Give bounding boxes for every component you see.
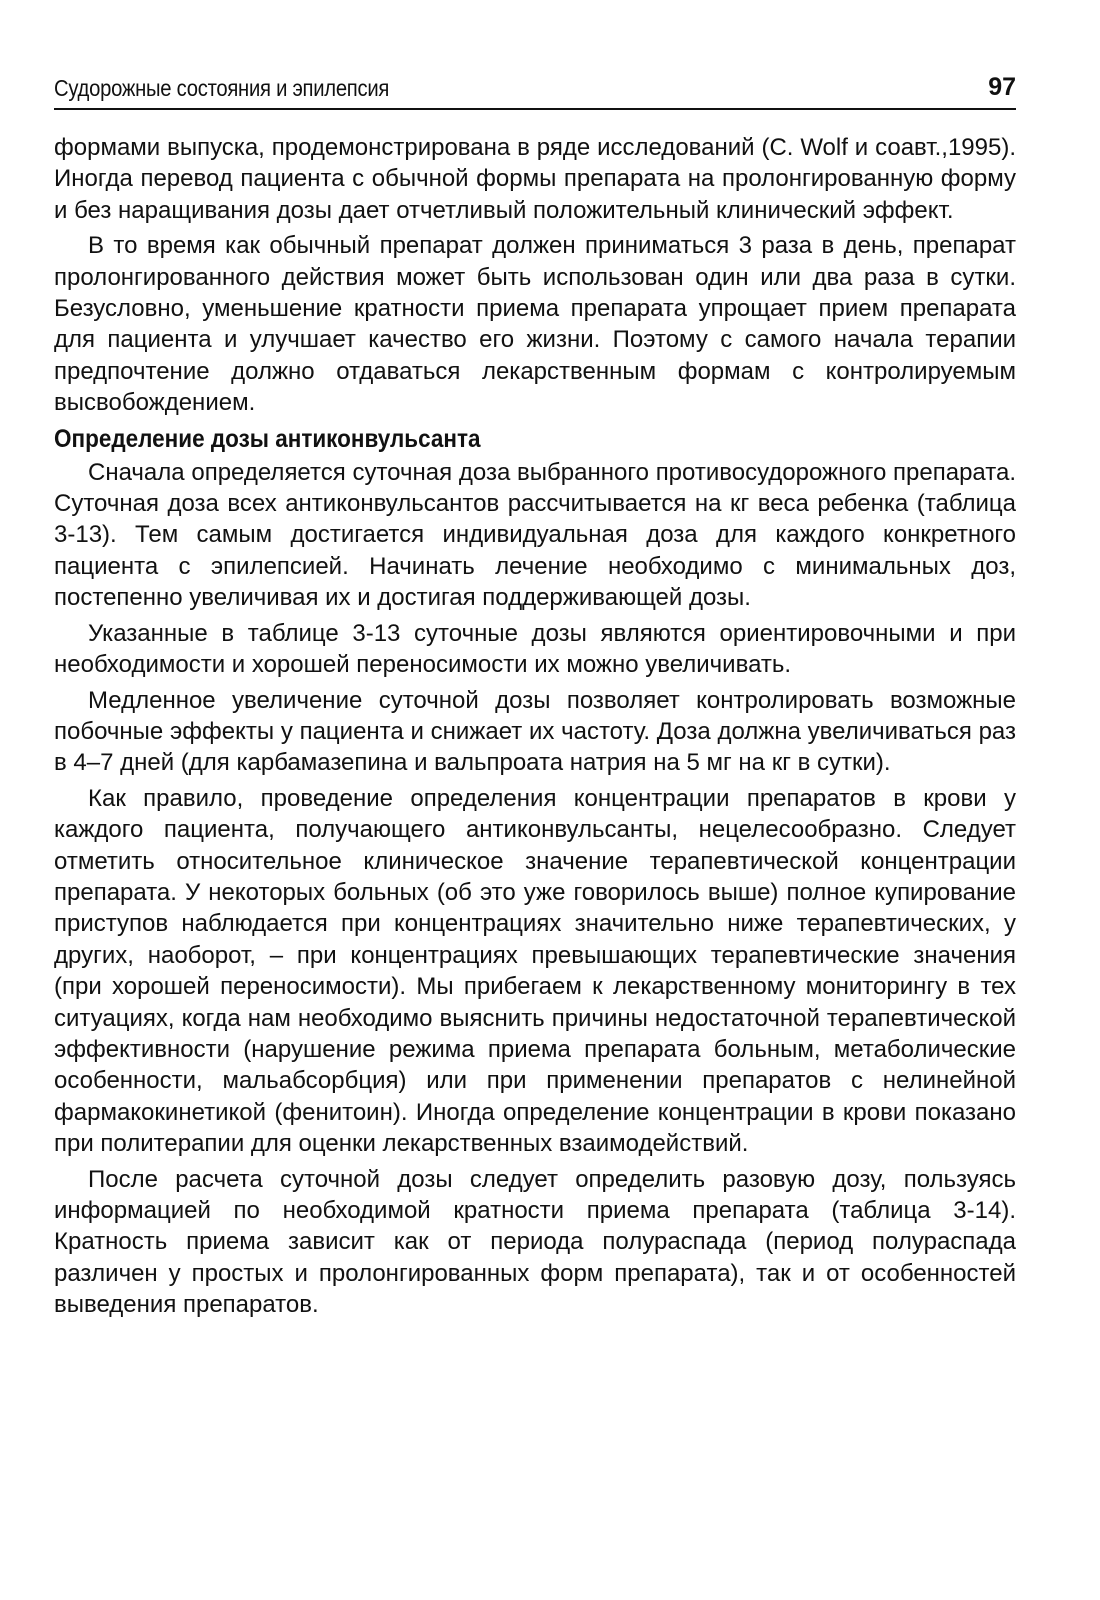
paragraph: Указанные в таблице 3-13 суточные дозы являются ориентировочными и при необходимости и хорошей переносимости их можно увеличивать.: [54, 619, 1016, 679]
paragraph: В то время как обычный препарат должен приниматься 3 раза в день, препарат пролонгированного действия может быть использован один или два раза в сутки. Безусловно, уменьшение кратности приема препарата упрощает прием препарата для пациента и улучшает качество его жизни. Поэтому с самого начала терапии предпочтение должно отдаваться лекарственным формам с контролируемым высвобождением.: [54, 232, 1016, 417]
body-text: [54, 132, 1016, 1321]
paragraph-continuation: формами выпуска, продемонстрирована в ряде исследований (C. Wolf и соавт.,1995). Иногда перевод пациента с обычной формы препарата на пролонгированную форму и без наращивания дозы дает отчетливый положительный клинический эффект.: [54, 134, 1016, 224]
running-header: [54, 72, 1016, 110]
chapter-title: Судорожные состояния и эпилепсия: [54, 75, 390, 101]
paragraph: Как правило, проведение определения концентрации препаратов в крови у каждого пациента, получающего антиконвульсанты, нецелесообразно. Следует отметить относительное клиническое значение терапевтической концентрации препарата. У некоторых больных (об это уже говорилось выше) полное купирование приступов наблюдается при концентрациях значительно ниже терапевтических, у других, наоборот, – при концентрациях превышающих терапевтические значения (при хорошей переносимости). Мы прибегаем к лекарственному мониторингу в тех ситуациях, когда нам необходимо выяснить причины недостаточной терапевтической эффективности (нарушение режима приема препарата больным, метаболические особенности, мальабсорбция) или при применении препаратов с нелинейной фармакокинетикой (фенитоин). Иногда определение концентрации в крови показано при политерапии для оценки лекарственных взаимодействий.: [54, 784, 1016, 1158]
paragraph: После расчета суточной дозы следует определить разовую дозу, пользуясь информацией по необходимой кратности приема препарата (таблица 3-14). Кратность приема зависит как от периода полураспада (период полураспада различен у простых и пролонгированных форм препарата), так и от особенностей выведения препаратов.: [54, 1165, 1016, 1319]
book-page: [54, 72, 1016, 1325]
paragraph: Медленное увеличение суточной дозы позволяет контролировать возможные побочные эффекты у пациента и снижает их частоту. Доза должна увеличиваться раз в 4–7 дней (для карбамазепина и вальпроата натрия на 5 мг на кг в сутки).: [54, 686, 1016, 777]
section-heading: Определение дозы антиконвульсанта: [54, 424, 481, 453]
page-number: 97: [988, 73, 1016, 101]
paragraph: Сначала определяется суточная доза выбранного противосудорожного препарата. Суточная доза всех антиконвульсантов рассчитывается на кг веса ребенка (таблица 3-13). Тем самым достигается индивидуальная доза для каждого конкретного пациента с эпилепсией. Начинать лечение необходимо с минимальных доз, постепенно увеличивая их и достигая поддерживающей дозы.: [54, 458, 1016, 612]
